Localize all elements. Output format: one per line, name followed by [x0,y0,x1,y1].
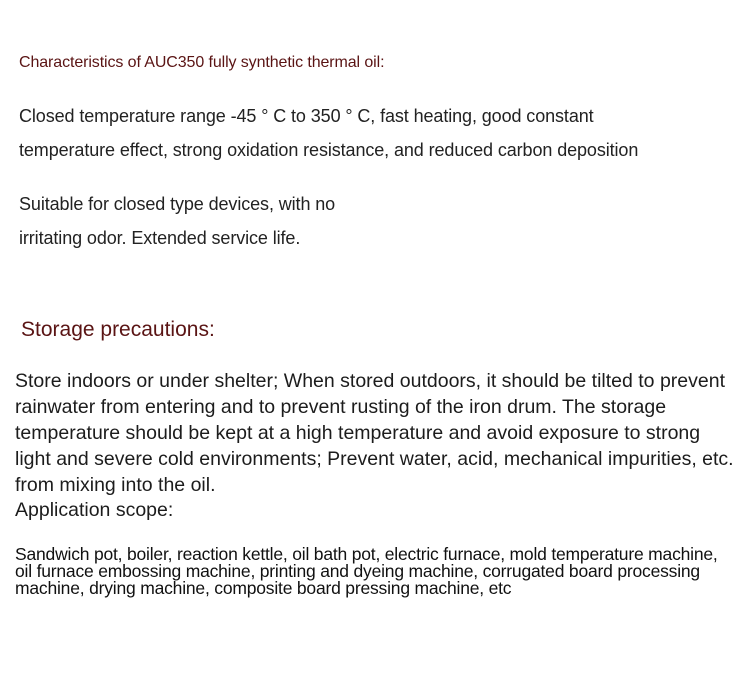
application-title: Application scope: [15,499,174,521]
characteristics-line-3: Suitable for closed type devices, with no [19,194,336,214]
characteristics-title: Characteristics of AUC350 fully synthetic thermal oil: [19,54,385,71]
characteristics-line-4: irritating odor. Extended service life. [19,228,301,248]
storage-title: Storage precautions: [21,318,215,341]
characteristics-line-2: temperature effect, strong oxidation resistance, and reduced carbon deposition [19,140,639,160]
application-paragraph: Sandwich pot, boiler, reaction kettle, oil bath pot, electric furnace, mold temperature machine, oil furnace embossing machine, printing and dyeing machine, corrugated board processing machine, drying machine, composite board pressing machine, etc [15,544,718,598]
characteristics-line-1: Closed temperature range -45 ° C to 350 ° C, fast heating, good constant [19,106,594,126]
storage-paragraph: Store indoors or under shelter; When stored outdoors, it should be tilted to prevent rainwater from entering and to prevent rusting of the iron drum. The storage temperature should be kept at a high temperature and avoid exposure to strong light and severe cold environments; Prevent water, acid, mechanical impurities, etc. from mixing into the oil. [15,370,734,496]
